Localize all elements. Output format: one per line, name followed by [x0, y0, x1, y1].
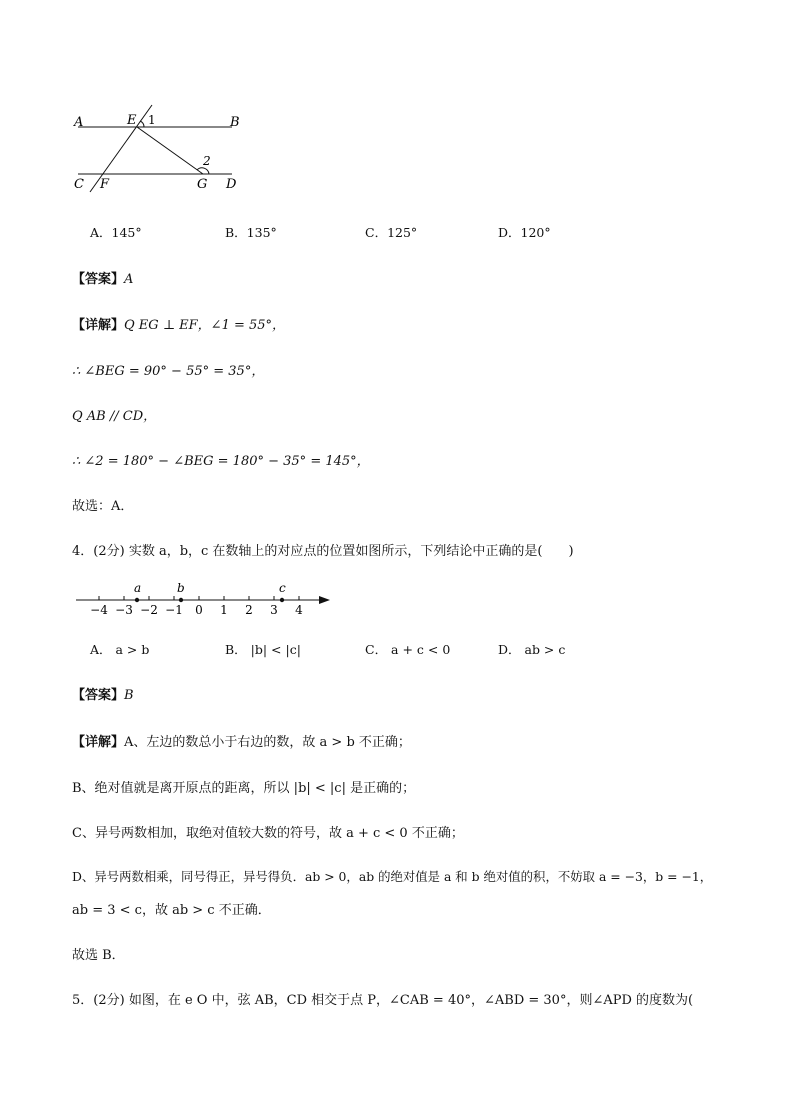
q4-detail-line-2: B、绝对值就是离开原点的距离，所以 |b| < |c| 是正确的； — [72, 781, 416, 796]
label-g: G — [197, 177, 208, 192]
label-a: A — [74, 115, 84, 130]
number-line-tick-label: 4 — [295, 603, 303, 617]
point-c — [280, 598, 284, 602]
label-e: E — [127, 113, 137, 128]
q4-option-b[interactable]: B． |b| < |c| — [225, 642, 301, 657]
angle1-arc — [140, 121, 144, 127]
q3-option-c[interactable]: C．125° — [365, 225, 418, 240]
label-angle1: 1 — [148, 113, 156, 127]
q4-detail-line-1 — [72, 731, 411, 750]
q3-option-d[interactable]: D．120° — [498, 225, 551, 240]
number-line-tick-label: −2 — [140, 603, 158, 617]
point-a-label: a — [134, 581, 142, 595]
number-line-tick-label: 1 — [220, 603, 228, 617]
point-a — [135, 598, 139, 602]
point-b — [179, 598, 183, 602]
detail-tag: 【详解】 — [72, 318, 125, 333]
parallel-lines-figure — [60, 100, 260, 195]
number-line-tick-label: 0 — [195, 603, 203, 617]
q5-stem: 5．(2分) 如图，在 e O 中，弦 AB，CD 相交于点 P，∠CAB = 40°，∠ABD = 30°，则∠APD 的度数为( — [72, 993, 694, 1008]
point-b-label: b — [177, 581, 185, 595]
label-c: C — [74, 177, 84, 192]
q4-stem: 4．(2分) 实数 a，b，c 在数轴上的对应点的位置如图所示，下列结论中正确的是( ) — [72, 544, 574, 559]
number-line — [70, 578, 340, 618]
detail-tag: 【详解】 — [72, 735, 125, 750]
point-c-label: c — [279, 581, 286, 595]
q4-detail-line-6: 故选 B． — [72, 948, 125, 963]
detail-text: A、左边的数总小于右边的数，故 a > b 不正确； — [124, 735, 411, 750]
detail-text: Q EG ⊥ EF，∠1 = 55°， — [124, 318, 286, 333]
answer-value: A — [124, 272, 134, 287]
number-line-tick-label: −1 — [165, 603, 183, 617]
segment-eg — [137, 127, 203, 174]
number-line-ticks — [90, 596, 303, 617]
q4-option-a[interactable]: A． a > b — [90, 642, 150, 657]
q4-detail-line-3: C、异号两数相加，取绝对值较大数的符号，故 a + c < 0 不正确； — [72, 826, 464, 841]
q3-detail-line-1 — [72, 314, 285, 333]
q3-option-b[interactable]: B．135° — [225, 225, 277, 240]
q4-detail-line-4: D、异号两数相乘，同号得正，异号得负．ab > 0，ab 的绝对值是 a 和 b 绝对值的积，不妨取 a = −3，b = −1， — [72, 869, 713, 884]
answer-tag: 【答案】 — [72, 272, 125, 287]
number-line-tick-label: 3 — [270, 603, 278, 617]
number-line-tick-label: −4 — [90, 603, 108, 617]
answer-tag: 【答案】 — [72, 688, 125, 703]
label-angle2: 2 — [203, 154, 211, 168]
q3-detail-line-3: Q AB // CD， — [72, 409, 157, 424]
q3-answer — [72, 268, 133, 287]
q3-detail-line-4: ∴ ∠2 = 180° − ∠BEG = 180° − 35° = 145°， — [72, 454, 370, 469]
number-line-tick-label: 2 — [245, 603, 253, 617]
q4-detail-line-5: ab = 3 < c，故 ab > c 不正确． — [72, 903, 271, 918]
q4-option-d[interactable]: D． ab > c — [498, 642, 566, 657]
number-line-arrow — [319, 596, 330, 604]
q3-detail-line-2: ∴ ∠BEG = 90° − 55° = 35°， — [72, 364, 265, 379]
label-f: F — [100, 177, 110, 192]
q3-detail-line-5: 故选：A． — [72, 499, 134, 514]
answer-value: B — [124, 688, 134, 703]
q3-option-a[interactable]: A．145° — [90, 225, 142, 240]
q4-option-c[interactable]: C． a + c < 0 — [365, 642, 451, 657]
number-line-tick-label: −3 — [115, 603, 133, 617]
label-b: B — [230, 115, 240, 130]
label-d: D — [226, 177, 237, 192]
q4-answer — [72, 684, 134, 703]
